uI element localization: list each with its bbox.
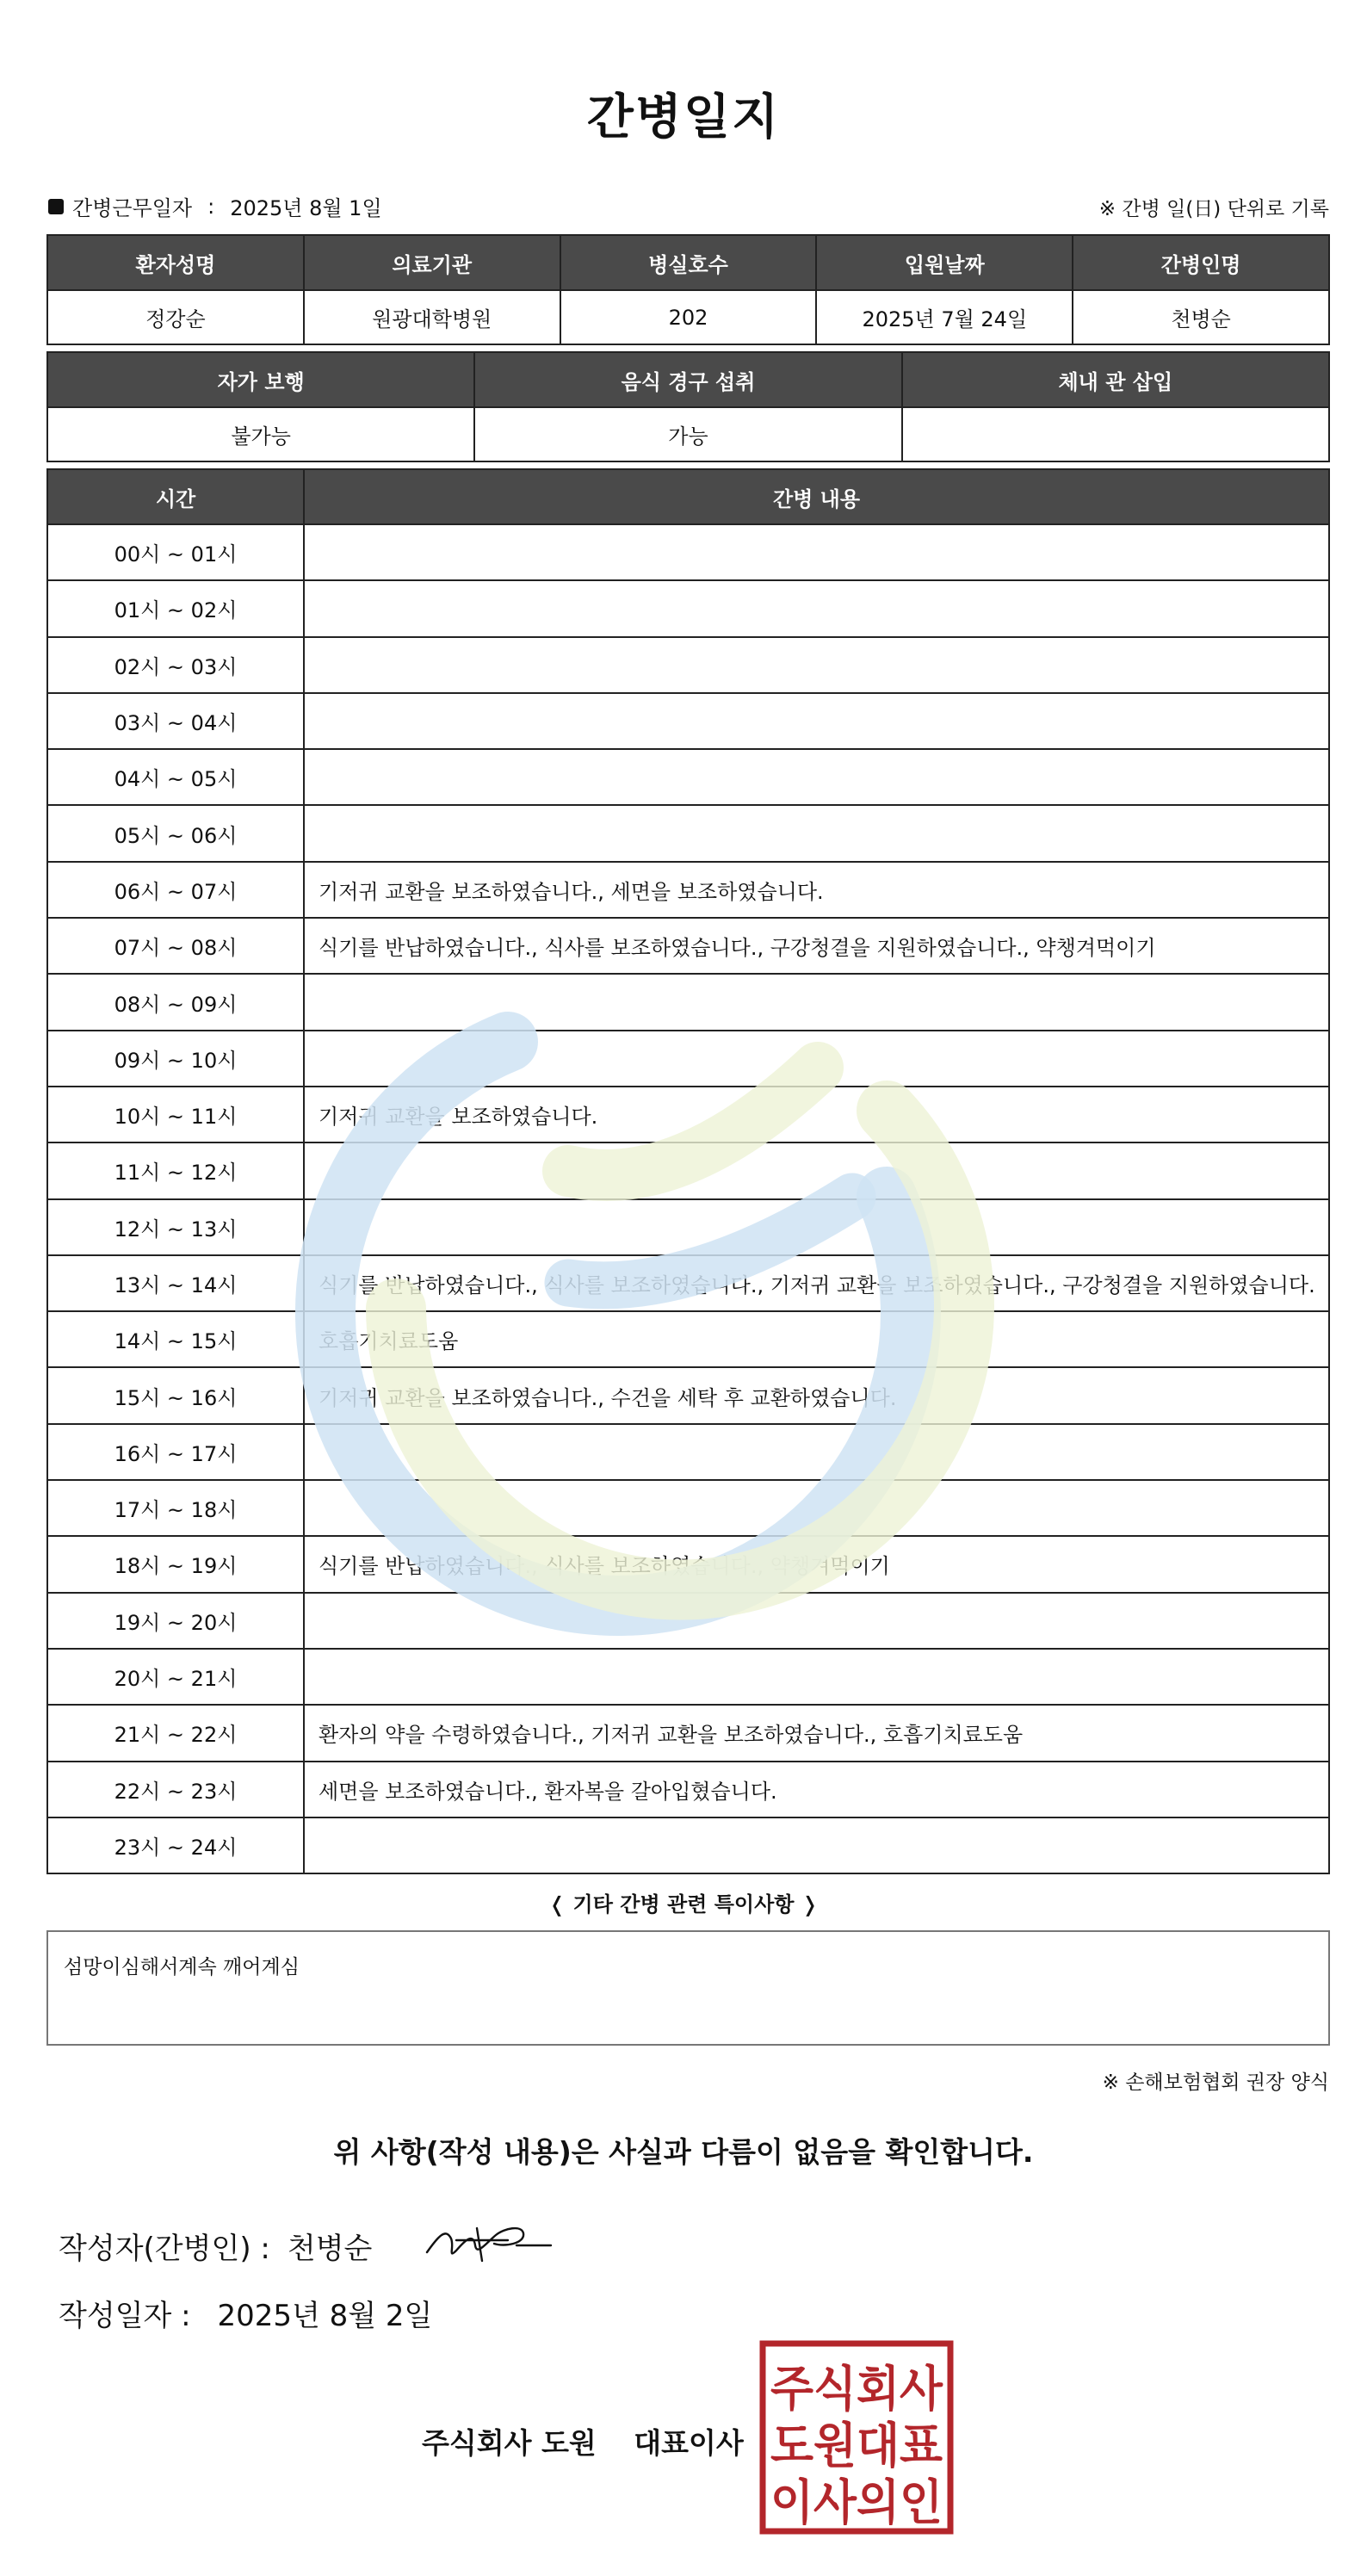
status-value-row <box>47 407 1329 461</box>
log-content: 호흡기치료도움 <box>304 1311 1329 1367</box>
signature-icon <box>422 2209 560 2269</box>
caregiver-name: 천병순 <box>1073 290 1329 344</box>
log-time: 12시 ~ 13시 <box>47 1199 304 1255</box>
log-row <box>47 974 1329 1030</box>
seal-line-2: 도원대표 <box>770 2418 943 2474</box>
writer-line <box>59 2225 372 2267</box>
write-date-label: 작성일자 : <box>59 2299 191 2333</box>
patient-info-table <box>46 234 1330 345</box>
log-time: 04시 ~ 05시 <box>47 749 304 805</box>
log-content: 식기를 반납하였습니다., 식사를 보조하였습니다., 기저귀 교환을 보조하였습니다., 구강청결을 지원하였습니다. <box>304 1255 1329 1311</box>
log-time: 02시 ~ 03시 <box>47 637 304 693</box>
seal-line-3: 이사의인 <box>770 2475 943 2531</box>
log-row <box>47 1367 1329 1423</box>
patient-status-table <box>46 351 1330 462</box>
company-representative: 대표이사 <box>634 2426 744 2460</box>
log-row <box>47 918 1329 974</box>
log-row <box>47 580 1329 636</box>
work-date-value: 2025년 8월 1일 <box>230 196 382 220</box>
writer-name: 천병순 <box>287 2232 373 2266</box>
log-time: 15시 ~ 16시 <box>47 1367 304 1423</box>
recommend-note: ※ 손해보험협회 권장 양식 <box>1102 2071 1329 2094</box>
log-content <box>304 580 1329 636</box>
log-time: 20시 ~ 21시 <box>47 1649 304 1705</box>
patient-value-row <box>47 290 1329 344</box>
log-content <box>304 1142 1329 1198</box>
log-content: 세면을 보조하였습니다., 환자복을 갈아입혔습니다. <box>304 1762 1329 1817</box>
log-row <box>47 1311 1329 1367</box>
notes-box <box>46 1930 1330 2046</box>
log-row <box>47 805 1329 861</box>
header-care-content: 간병 내용 <box>304 469 1329 524</box>
log-row <box>47 1031 1329 1087</box>
log-time: 19시 ~ 20시 <box>47 1593 304 1649</box>
log-header-row <box>47 469 1329 524</box>
log-time: 03시 ~ 04시 <box>47 693 304 749</box>
log-content: 식기를 반납하였습니다., 식사를 보조하였습니다., 약챙겨먹이기 <box>304 1536 1329 1592</box>
log-content <box>304 637 1329 693</box>
confirmation-statement: 위 사항(작성 내용)은 사실과 다름이 없음을 확인합니다. <box>333 2135 1034 2169</box>
log-time: 17시 ~ 18시 <box>47 1480 304 1536</box>
log-row <box>47 1142 1329 1198</box>
company-seal-icon <box>759 2340 954 2535</box>
log-time: 08시 ~ 09시 <box>47 974 304 1030</box>
square-bullet-icon <box>48 199 64 214</box>
log-time: 00시 ~ 01시 <box>47 524 304 580</box>
care-log-table <box>46 468 1330 1874</box>
log-row <box>47 1424 1329 1480</box>
log-row <box>47 1536 1329 1592</box>
work-date-label: 간병근무일자 <box>72 196 193 220</box>
patient-name: 정강순 <box>47 290 304 344</box>
log-time: 11시 ~ 12시 <box>47 1142 304 1198</box>
log-content <box>304 974 1329 1030</box>
writer-label: 작성자(간병인) : <box>59 2232 270 2266</box>
log-row <box>47 862 1329 918</box>
log-content <box>304 1031 1329 1087</box>
self-walking-value: 불가능 <box>47 407 474 461</box>
company-line <box>422 2421 744 2461</box>
log-time: 16시 ~ 17시 <box>47 1424 304 1480</box>
log-time: 09시 ~ 10시 <box>47 1031 304 1087</box>
log-row <box>47 1593 1329 1649</box>
seal-line-1: 주식회사 <box>770 2362 943 2418</box>
header-tube-insertion: 체내 관 삽입 <box>902 352 1329 407</box>
log-time: 13시 ~ 14시 <box>47 1255 304 1311</box>
log-content: 기저귀 교환을 보조하였습니다., 세면을 보조하였습니다. <box>304 862 1329 918</box>
header-time: 시간 <box>47 469 304 524</box>
log-row <box>47 1762 1329 1817</box>
log-time: 14시 ~ 15시 <box>47 1311 304 1367</box>
log-time: 05시 ~ 06시 <box>47 805 304 861</box>
header-caregiver: 간병인명 <box>1073 235 1329 290</box>
log-content <box>304 805 1329 861</box>
log-row <box>47 637 1329 693</box>
log-row <box>47 524 1329 580</box>
document-title: 간병일지 <box>586 90 781 146</box>
header-room: 병실호수 <box>560 235 817 290</box>
log-content <box>304 1480 1329 1536</box>
log-row <box>47 1255 1329 1311</box>
header-admission-date: 입원날짜 <box>816 235 1073 290</box>
log-content: 식기를 반납하였습니다., 식사를 보조하였습니다., 구강청결을 지원하였습니다., 약챙겨먹이기 <box>304 918 1329 974</box>
log-time: 21시 ~ 22시 <box>47 1705 304 1761</box>
log-time: 06시 ~ 07시 <box>47 862 304 918</box>
hospital-name: 원광대학병원 <box>304 290 560 344</box>
log-row <box>47 1817 1329 1873</box>
log-content <box>304 1424 1329 1480</box>
log-content <box>304 1649 1329 1705</box>
header-patient-name: 환자성명 <box>47 235 304 290</box>
log-time: 22시 ~ 23시 <box>47 1762 304 1817</box>
log-row <box>47 693 1329 749</box>
log-content <box>304 1199 1329 1255</box>
header-self-walking: 자가 보행 <box>47 352 474 407</box>
log-time: 01시 ~ 02시 <box>47 580 304 636</box>
notes-content: 섬망이심해서계속 깨어계심 <box>64 1956 300 1978</box>
tube-insertion-value <box>902 407 1329 461</box>
unit-note: ※ 간병 일(日) 단위로 기록 <box>1098 198 1329 220</box>
log-row <box>47 1199 1329 1255</box>
log-content <box>304 1593 1329 1649</box>
log-time: 10시 ~ 11시 <box>47 1087 304 1142</box>
room-number: 202 <box>560 290 817 344</box>
header-hospital: 의료기관 <box>304 235 560 290</box>
oral-intake-value: 가능 <box>474 407 901 461</box>
log-content: 기저귀 교환을 보조하였습니다. <box>304 1087 1329 1142</box>
log-time: 18시 ~ 19시 <box>47 1536 304 1592</box>
log-row <box>47 749 1329 805</box>
log-content: 환자의 약을 수령하였습니다., 기저귀 교환을 보조하였습니다., 호흡기치료도움 <box>304 1705 1329 1761</box>
log-content: 기저귀 교환을 보조하였습니다., 수건을 세탁 후 교환하였습니다. <box>304 1367 1329 1423</box>
log-row <box>47 1649 1329 1705</box>
log-content <box>304 749 1329 805</box>
work-date-separator: : <box>207 194 215 219</box>
log-time: 07시 ~ 08시 <box>47 918 304 974</box>
log-row <box>47 1480 1329 1536</box>
notes-title: ❬ 기타 간병 관련 특이사항 ❭ <box>548 1892 819 1917</box>
work-date <box>48 191 382 221</box>
log-content <box>304 524 1329 580</box>
company-name: 주식회사 도원 <box>422 2426 597 2460</box>
log-content <box>304 1817 1329 1873</box>
write-date-line <box>59 2292 432 2334</box>
log-time: 23시 ~ 24시 <box>47 1817 304 1873</box>
patient-header-row <box>47 235 1329 290</box>
log-row <box>47 1705 1329 1761</box>
admission-date: 2025년 7월 24일 <box>816 290 1073 344</box>
write-date-value: 2025년 8월 2일 <box>217 2299 433 2333</box>
status-header-row <box>47 352 1329 407</box>
log-content <box>304 693 1329 749</box>
header-oral-intake: 음식 경구 섭취 <box>474 352 901 407</box>
log-row <box>47 1087 1329 1142</box>
